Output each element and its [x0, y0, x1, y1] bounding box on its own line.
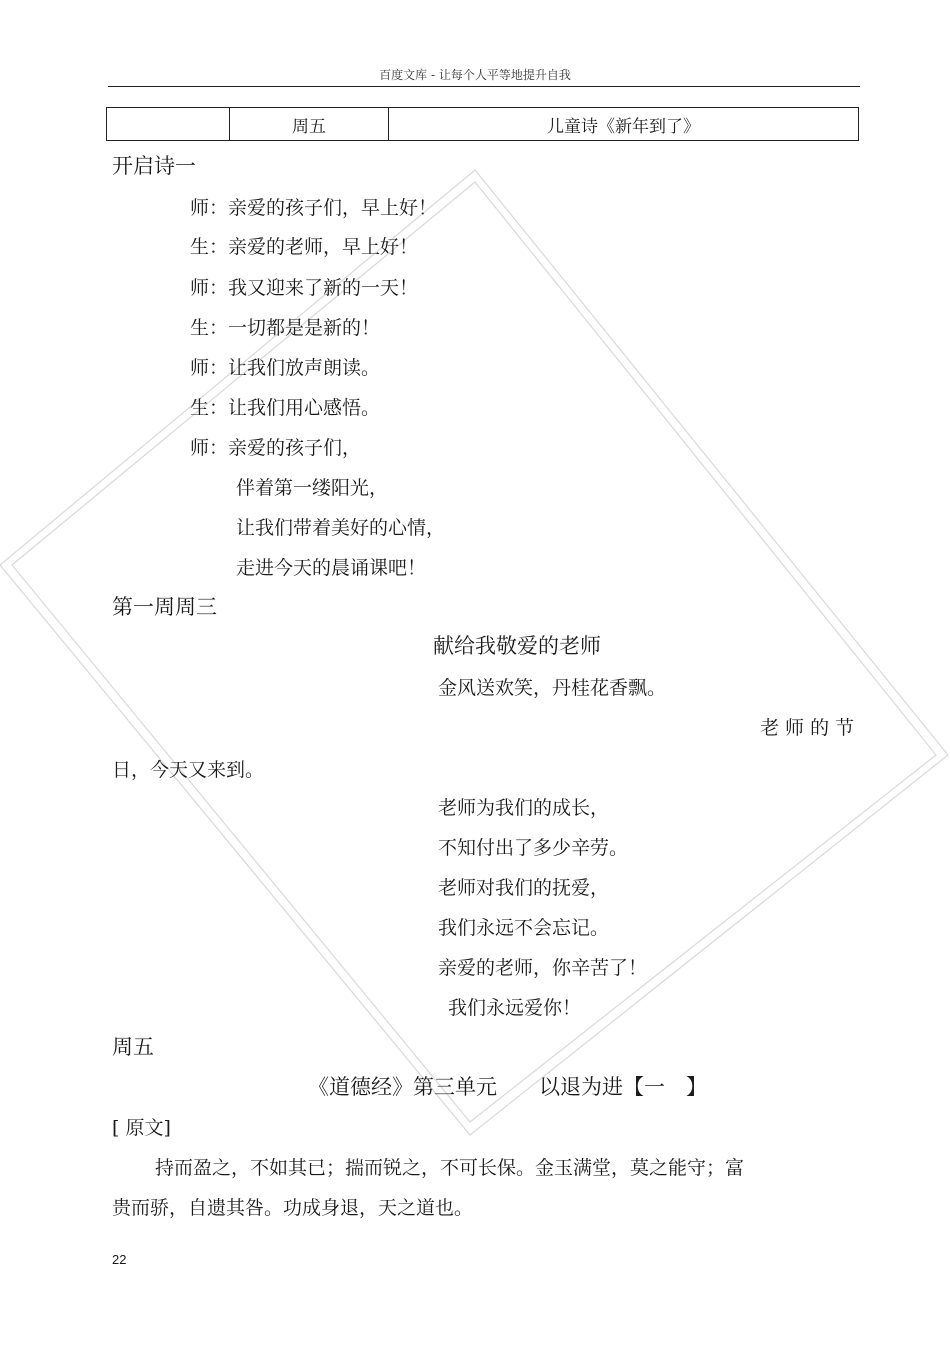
dialogue-line: 生：一切都是是新的！ — [190, 317, 381, 339]
dialogue-line: 让我们带着美好的心情， — [236, 517, 446, 539]
original-text-label: [ 原文] — [112, 1117, 171, 1139]
poem-title: 献给我敬爱的老师 — [433, 634, 601, 658]
dialogue-line: 生：亲爱的老师，早上好！ — [190, 236, 419, 258]
section-heading-opening: 开启诗一 — [112, 154, 196, 178]
table-cell-title: 儿童诗《新年到了》 — [389, 108, 859, 141]
dialogue-line: 师：我又迎来了新的一天！ — [190, 277, 419, 299]
dialogue-line: 师：亲爱的孩子们，早上好！ — [190, 197, 438, 219]
poem-line: 不知付出了多少辛劳。 — [438, 837, 629, 859]
poem-line: 我们永远不会忘记。 — [438, 917, 610, 939]
page-number: 22 — [112, 1252, 127, 1267]
poem-line: 老师为我们的成长， — [438, 797, 610, 819]
schedule-table — [106, 107, 859, 141]
section-heading-friday: 周五 — [112, 1035, 154, 1059]
poem-line: 金风送欢笑，丹桂花香飘。 — [438, 677, 667, 699]
section-heading-wednesday: 第一周周三 — [112, 595, 217, 619]
page-header-title: 百度文库 - 让每个人平等地提升自我 — [379, 68, 571, 82]
poem-line: 日，今天又来到。 — [112, 759, 265, 781]
header-divider — [108, 86, 860, 87]
dialogue-line: 生：让我们用心感悟。 — [190, 397, 381, 419]
dialogue-line: 师：让我们放声朗读。 — [190, 357, 381, 379]
dialogue-line: 伴着第一缕阳光， — [236, 477, 389, 499]
poem-line: 亲爱的老师，你辛苦了！ — [438, 957, 648, 979]
poem-line: 老 师 的 节 — [760, 717, 855, 739]
dialogue-line: 师：亲爱的孩子们， — [190, 437, 362, 459]
table-cell-day: 周五 — [230, 108, 389, 141]
classical-text-line: 贵而骄，自遗其咎。功成身退，天之道也。 — [112, 1197, 474, 1219]
dialogue-line: 走进今天的晨诵课吧！ — [236, 557, 427, 579]
table-cell-blank — [107, 108, 230, 141]
table-row — [107, 108, 859, 141]
classical-text-line: 持而盈之，不如其已；揣而锐之，不可长保。金玉满堂，莫之能守；富 — [155, 1157, 745, 1179]
poem-line: 老师对我们的抚爱， — [438, 877, 610, 899]
lesson-title: 《道德经》第三单元 以退为进【一 】 — [308, 1075, 707, 1099]
poem-line: 我们永远爱你！ — [448, 997, 582, 1019]
